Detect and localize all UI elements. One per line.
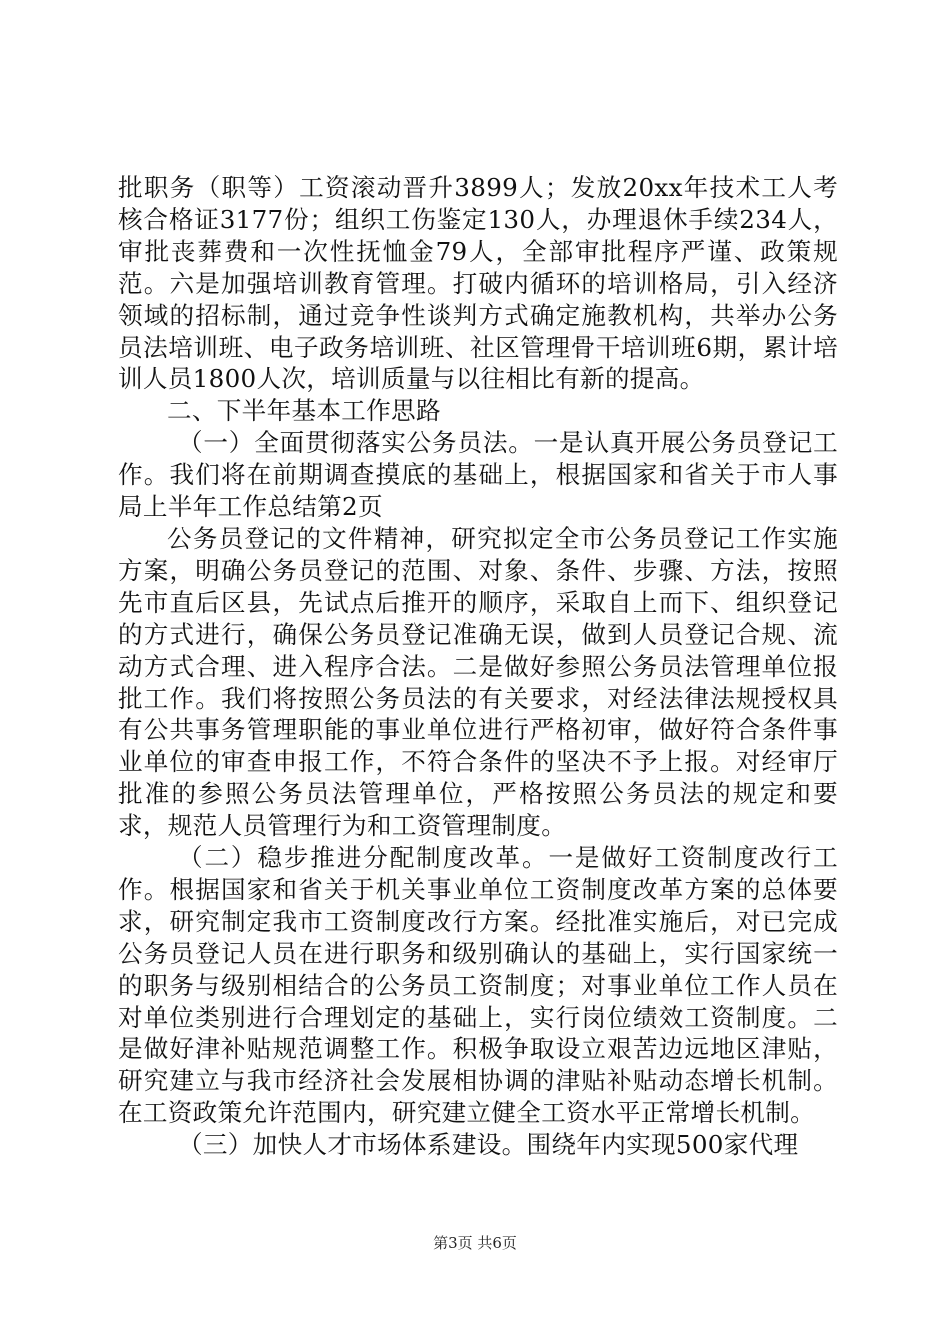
paragraph-talent-market: （三）加快人才市场体系建设。围绕年内实现500家代理 [178, 1130, 799, 1160]
paragraph-civil-servant-law: （一）全面贯彻落实公务员法。一是认真开展公务员登记工作。我们将在前期调查摸底的基础上，根据国家和省关于市人事局上半年工作总结第2页 [118, 428, 838, 522]
document-body [118, 172, 838, 1161]
page-number-footer: 第3页 共6页 [433, 1234, 517, 1252]
paragraph-distribution-reform: （二）稳步推进分配制度改革。一是做好工资制度改行工作。根据国家和省关于机关事业单位工资制度改革方案的总体要求，研究制定我市工资制度改行方案。经批准实施后，对已完成公务员登记人员在进行职务和级别确认的基础上，实行国家统一的职务与级别相结合的公务员工资制度；对事业单位工作人员在对单位类别进行合理划定的基础上，实行岗位绩效工资制度。二是做好津补贴规范调整工作。积极争取设立艰苦边远地区津贴，研究建立与我市经济社会发展相协调的津贴补贴动态增长机制。在工资政策允许范围内，研究建立健全工资水平正常增长机制。 [118, 843, 838, 1128]
paragraph-civil-servant-registration: 公务员登记的文件精神，研究拟定全市公务员登记工作实施方案，明确公务员登记的范围、对象、条件、步骤、方法，按照先市直后区县，先试点后推开的顺序，采取自上而下、组织登记的方式进行，确保公务员登记准确无误，做到人员登记合规、流动方式合理、进入程序合法。二是做好参照公务员法管理单位报批工作。我们将按照公务员法的有关要求，对经法律法规授权具有公共事务管理职能的事业单位进行严格初审，做好符合条件事业单位的审查申报工作，不符合条件的坚决不予上报。对经审厅批准的参照公务员法管理单位，严格按照公务员法的规定和要求，规范人员管理行为和工资管理制度。 [118, 523, 838, 841]
section-heading-second-half-plan: 二、下半年基本工作思路 [167, 396, 441, 426]
paragraph-training-summary: 批职务（职等）工资滚动晋升3899人；发放20xx年技术工人考核合格证3177份；组织工伤鉴定130人，办理退休手续234人，审批丧葬费和一次性抚恤金79人，全部审批程序严谨、政策规范。六是加强培训教育管理。打破内循环的培训格局，引入经济领域的招标制，通过竞争性谈判方式确定施教机构，共举办公务员法培训班、电子政务培训班、社区管理骨干培训班6期，累计培训人员1800人次，培训质量与以往相比有新的提高。 [118, 173, 838, 394]
